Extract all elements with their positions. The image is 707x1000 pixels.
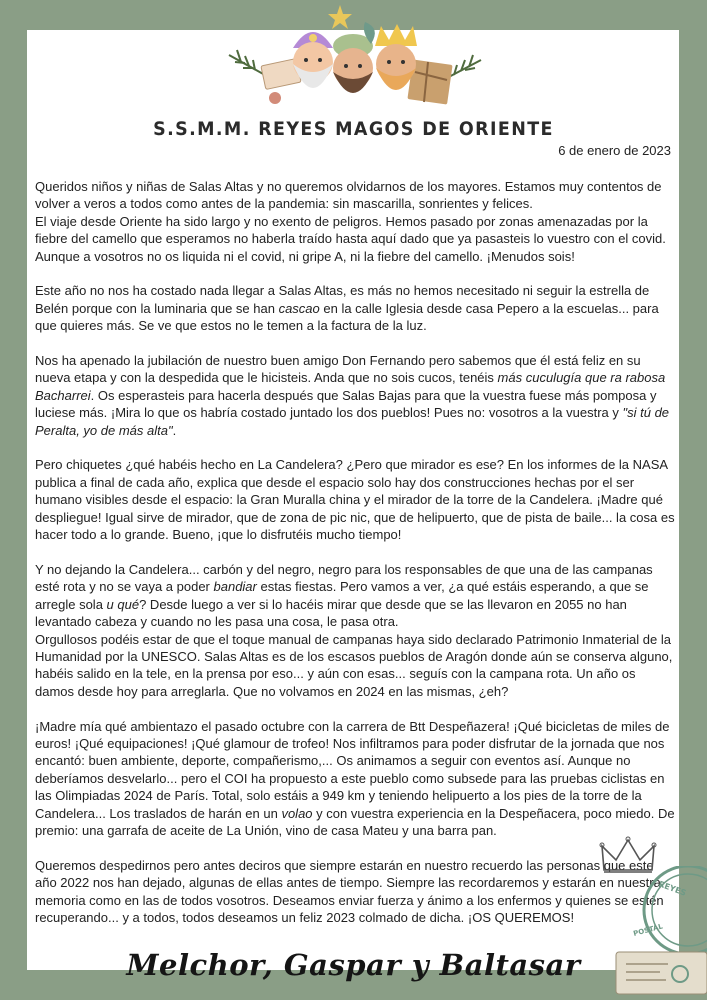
pine-branch-left-icon <box>229 50 265 75</box>
letter-date: 6 de enero de 2023 <box>558 143 671 158</box>
star-icon <box>328 5 352 29</box>
letter-body <box>35 178 675 944</box>
paragraph: Este año no nos ha costado nada llegar a Salas Altas, es más no hemos necesitado ni seguir la estrella de Belén porque con la luminaria que se han cascao en la calle Iglesia desde casa Pepero a la escuelas... para que quieres más. Se ve que estos no le temen a la factura de la luz. <box>35 283 659 334</box>
paragraph: El viaje desde Oriente ha sido largo y no exento de peligros. Hemos pasado por zonas amenazadas por la fiebre del camello que esperamos no haberla traído hasta aquí dado que ya pasasteis lo vuestro con el covid. Aunque a vosotros no os liquida ni el covid, ni gripe A, ni la fiebre del camello. ¡Menudos sois! <box>35 213 666 264</box>
paragraph: Orgullosos podéis estar de que el toque manual de campanas haya sido declarado Patrimonio Inmaterial de la Humanidad por la UNESCO. Salas Altas es de los escasos pueblos de Aragón donde aún se conserva alguno, habéis salido en la tele, en la prensa por eso... y aún con esas... seguís con la campana rota. Un año os damos desde hoy para arreglarla. Que no volvamos en 2024 en las mismas, ¿eh? <box>35 631 673 699</box>
paragraph: Queridos niños y niñas de Salas Altas y no queremos olvidarnos de los mayores. Estamos muy contentos de volver a veros a todos como antes de la pandemia: sin mascarilla, sonrientes y felices. <box>35 179 662 212</box>
svg-text:REYES: REYES <box>657 879 688 898</box>
three-kings-illustration <box>225 0 485 118</box>
svg-text:POSTAL: POSTAL <box>632 922 664 938</box>
king-gaspar-icon <box>333 22 375 93</box>
paragraph: Pero chiquetes ¿qué habéis hecho en La Candelera? ¿Pero que mirador es ese? En los informes de la NASA publica a final de cada año, explica que desde el espacio solo hay dos construcciones hechas por el ser humano visibles desde el espacio: la Gran Muralla china y el mirador de la torre de la Candelera. ¡Madre qué despliegue! Igual sirve de mirador, que de zona de pic nic, que de helipuerto, que de pista de baile... la cosa es hacer todo a lo grande. Bueno, ¡que lo disfrutéis mucho tiempo! <box>35 457 675 543</box>
paragraph: Y no dejando la Candelera... carbón y del negro, negro para los responsables de que una de las campanas esté rota y no se vaya a poder bandiar estas fiestas. Pero vamos a ver, ¿a qué estáis esperando, a que se arregle sola u qué? Desde luego a ver si lo hacéis mirar que desde que se las llevaron en 2055 no han levantado cabeza y cuando no les pasa una cosa, le pasa otra. <box>35 561 653 630</box>
paragraph: Queremos despedirnos pero antes deciros que siempre estarán en nuestro recuerdo las personas que este año 2022 nos han dejado, algunas de ellas antes de tiempo. Siempre las recordaremos y estarán en nuestra memoria como en las de todos vosotros. Deseamos enviar fuerza y ánimo a los enfermos y quienes se estén recuperando... y a todos, todos deseamos un feliz 2023 colmado de dicha. ¡OS QUEREMOS! <box>35 857 664 925</box>
signature: Melchor, Gaspar y Baltasar <box>126 948 581 982</box>
paragraph: Nos ha apenado la jubilación de nuestro buen amigo Don Fernando pero sabemos que él está feliz en su nueva etapa y con la despedida que le hicisteis. Anda que no sois cucos, tenéis más cuculugía que ra rabosa Bacharrei. Os esperasteis para hacerla después que Salas Bajas para que la vuestra fuese más pomposa y luciese más. ¡Mira lo que os habría costado juntado los dos pueblos! Pues no: vosotros a la vuestra y "si tú de Peralta, yo de más alta". <box>35 353 670 438</box>
paragraph: ¡Madre mía qué ambientazo el pasado octubre con la carrera de Btt Despeñazera! ¡Qué bicicletas de miles de euros! ¡Qué equipaciones! ¡Qué glamour de trofeo! Nos infiltramos para poder disfrutar de la jornada que nos encantó: buen ambiente, deporte, compañerismo,... Os animamos a seguir con eventos así. Aunque no deberíamos desvelarlo... pero el COI ha propuesto a este pueblo como subsede para las pruebas ciclistas en las Olimpiadas 2024 de París. Total, solo estáis a 949 km y teniendo helipuerto a los pies de la torre de la Candelera... Los traslados de harán en un volao y con vuestra experiencia en la Despeñacera, poco miedo. De premio: una garrafa de aceite de La Unión, vino de casa Mateu y una barra pan. <box>35 718 675 838</box>
page-title: S.S.M.M. REYES MAGOS DE ORIENTE <box>153 118 554 140</box>
postal-stamp-icon <box>608 866 707 1000</box>
